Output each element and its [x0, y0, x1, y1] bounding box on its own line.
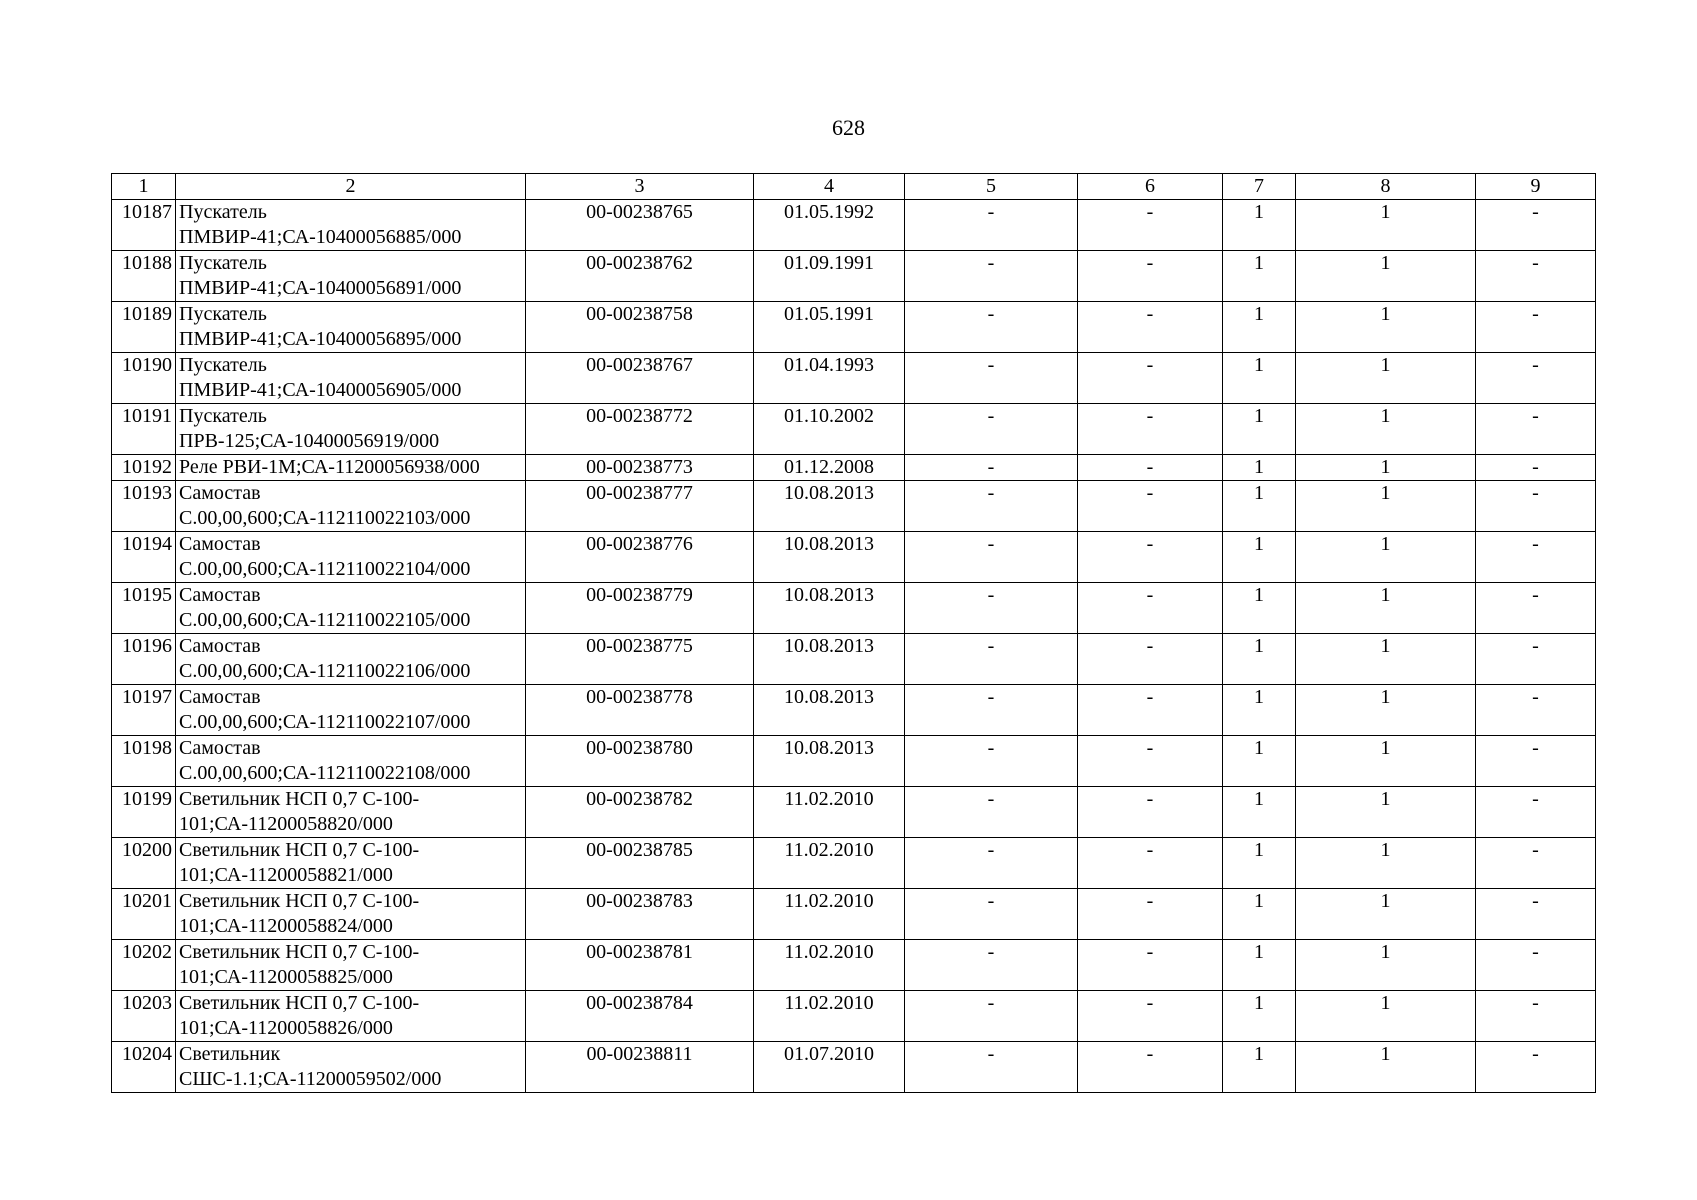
- inventory-code: 00-00238780: [526, 736, 754, 787]
- item-date: 11.02.2010: [754, 991, 905, 1042]
- cell-col9: -: [1476, 583, 1596, 634]
- row-number: 10200: [112, 838, 176, 889]
- row-number: 10197: [112, 685, 176, 736]
- inventory-code: 00-00238773: [526, 455, 754, 481]
- inventory-code: 00-00238767: [526, 353, 754, 404]
- cell-col8: 1: [1296, 991, 1476, 1042]
- cell-col7: 1: [1223, 353, 1296, 404]
- inventory-code: 00-00238777: [526, 481, 754, 532]
- cell-col6: -: [1078, 634, 1223, 685]
- cell-col8: 1: [1296, 685, 1476, 736]
- item-date: 01.05.1992: [754, 200, 905, 251]
- inventory-code: 00-00238765: [526, 200, 754, 251]
- cell-col5: -: [905, 404, 1078, 455]
- item-name: Самостав С.00,00,600;СА-112110022105/000: [176, 583, 526, 634]
- item-name: Пускатель ПМВИР-41;СА-10400056905/000: [176, 353, 526, 404]
- table-row: [112, 583, 1596, 634]
- cell-col6: -: [1078, 889, 1223, 940]
- cell-col6: -: [1078, 251, 1223, 302]
- cell-col9: -: [1476, 838, 1596, 889]
- cell-col6: -: [1078, 532, 1223, 583]
- cell-col5: -: [905, 583, 1078, 634]
- cell-col7: 1: [1223, 481, 1296, 532]
- cell-col6: -: [1078, 404, 1223, 455]
- table-row: [112, 685, 1596, 736]
- table-row: [112, 455, 1596, 481]
- column-header: 2: [176, 174, 526, 200]
- cell-col5: -: [905, 251, 1078, 302]
- cell-col9: -: [1476, 200, 1596, 251]
- cell-col8: 1: [1296, 251, 1476, 302]
- inventory-code: 00-00238784: [526, 991, 754, 1042]
- table-row: [112, 991, 1596, 1042]
- item-name: Пускатель ПМВИР-41;СА-10400056895/000: [176, 302, 526, 353]
- cell-col8: 1: [1296, 1042, 1476, 1093]
- cell-col9: -: [1476, 940, 1596, 991]
- cell-col5: -: [905, 455, 1078, 481]
- table-row: [112, 251, 1596, 302]
- item-name: Светильник НСП 0,7 С-100-101;СА-11200058826/000: [176, 991, 526, 1042]
- cell-col6: -: [1078, 353, 1223, 404]
- item-date: 10.08.2013: [754, 685, 905, 736]
- row-number: 10195: [112, 583, 176, 634]
- cell-col8: 1: [1296, 889, 1476, 940]
- row-number: 10194: [112, 532, 176, 583]
- cell-col8: 1: [1296, 532, 1476, 583]
- table-row: [112, 838, 1596, 889]
- item-date: 01.12.2008: [754, 455, 905, 481]
- cell-col5: -: [905, 481, 1078, 532]
- cell-col6: -: [1078, 940, 1223, 991]
- cell-col7: 1: [1223, 532, 1296, 583]
- inventory-code: 00-00238779: [526, 583, 754, 634]
- cell-col5: -: [905, 532, 1078, 583]
- cell-col7: 1: [1223, 200, 1296, 251]
- item-name: Светильник СШС-1.1;СА-11200059502/000: [176, 1042, 526, 1093]
- row-number: 10193: [112, 481, 176, 532]
- cell-col6: -: [1078, 838, 1223, 889]
- page-number: 628: [832, 115, 865, 140]
- item-date: 11.02.2010: [754, 940, 905, 991]
- item-date: 10.08.2013: [754, 583, 905, 634]
- inventory-code: 00-00238785: [526, 838, 754, 889]
- cell-col7: 1: [1223, 787, 1296, 838]
- inventory-code: 00-00238776: [526, 532, 754, 583]
- cell-col5: -: [905, 889, 1078, 940]
- cell-col7: 1: [1223, 889, 1296, 940]
- row-number: 10192: [112, 455, 176, 481]
- column-header: 9: [1476, 174, 1596, 200]
- cell-col6: -: [1078, 1042, 1223, 1093]
- column-header: 7: [1223, 174, 1296, 200]
- cell-col5: -: [905, 353, 1078, 404]
- inventory-code: 00-00238783: [526, 889, 754, 940]
- item-name: Самостав С.00,00,600;СА-112110022104/000: [176, 532, 526, 583]
- cell-col8: 1: [1296, 634, 1476, 685]
- cell-col9: -: [1476, 1042, 1596, 1093]
- item-name: Реле РВИ-1М;СА-11200056938/000: [176, 455, 526, 481]
- cell-col7: 1: [1223, 634, 1296, 685]
- header-row: [112, 174, 1596, 200]
- row-number: 10190: [112, 353, 176, 404]
- table-row: [112, 787, 1596, 838]
- row-number: 10188: [112, 251, 176, 302]
- item-name: Пускатель ПМВИР-41;СА-10400056891/000: [176, 251, 526, 302]
- cell-col9: -: [1476, 787, 1596, 838]
- cell-col8: 1: [1296, 583, 1476, 634]
- item-name: Светильник НСП 0,7 С-100-101;СА-11200058821/000: [176, 838, 526, 889]
- cell-col9: -: [1476, 302, 1596, 353]
- cell-col9: -: [1476, 634, 1596, 685]
- cell-col9: -: [1476, 685, 1596, 736]
- column-header: 1: [112, 174, 176, 200]
- cell-col7: 1: [1223, 685, 1296, 736]
- inventory-code: 00-00238778: [526, 685, 754, 736]
- cell-col5: -: [905, 200, 1078, 251]
- column-header: 6: [1078, 174, 1223, 200]
- cell-col7: 1: [1223, 838, 1296, 889]
- row-number: 10198: [112, 736, 176, 787]
- inventory-code: 00-00238811: [526, 1042, 754, 1093]
- row-number: 10201: [112, 889, 176, 940]
- cell-col6: -: [1078, 455, 1223, 481]
- cell-col6: -: [1078, 481, 1223, 532]
- cell-col8: 1: [1296, 736, 1476, 787]
- cell-col5: -: [905, 1042, 1078, 1093]
- cell-col9: -: [1476, 404, 1596, 455]
- cell-col8: 1: [1296, 940, 1476, 991]
- item-date: 10.08.2013: [754, 532, 905, 583]
- cell-col9: -: [1476, 736, 1596, 787]
- inventory-code: 00-00238758: [526, 302, 754, 353]
- inventory-code: 00-00238772: [526, 404, 754, 455]
- table-row: [112, 404, 1596, 455]
- cell-col8: 1: [1296, 787, 1476, 838]
- item-name: Пускатель ПРВ-125;СА-10400056919/000: [176, 404, 526, 455]
- cell-col9: -: [1476, 353, 1596, 404]
- inventory-table: [111, 173, 1596, 1093]
- cell-col5: -: [905, 991, 1078, 1042]
- table-row: [112, 940, 1596, 991]
- cell-col5: -: [905, 685, 1078, 736]
- cell-col8: 1: [1296, 455, 1476, 481]
- cell-col5: -: [905, 838, 1078, 889]
- item-name: Самостав С.00,00,600;СА-112110022103/000: [176, 481, 526, 532]
- cell-col7: 1: [1223, 455, 1296, 481]
- table-row: [112, 889, 1596, 940]
- item-date: 01.05.1991: [754, 302, 905, 353]
- cell-col7: 1: [1223, 991, 1296, 1042]
- cell-col7: 1: [1223, 302, 1296, 353]
- row-number: 10202: [112, 940, 176, 991]
- inventory-code: 00-00238775: [526, 634, 754, 685]
- cell-col6: -: [1078, 736, 1223, 787]
- cell-col5: -: [905, 302, 1078, 353]
- item-date: 01.10.2002: [754, 404, 905, 455]
- column-header: 4: [754, 174, 905, 200]
- inventory-code: 00-00238782: [526, 787, 754, 838]
- table-row: [112, 736, 1596, 787]
- cell-col8: 1: [1296, 404, 1476, 455]
- cell-col8: 1: [1296, 481, 1476, 532]
- cell-col8: 1: [1296, 353, 1476, 404]
- cell-col7: 1: [1223, 404, 1296, 455]
- row-number: 10191: [112, 404, 176, 455]
- row-number: 10199: [112, 787, 176, 838]
- cell-col8: 1: [1296, 302, 1476, 353]
- cell-col8: 1: [1296, 200, 1476, 251]
- item-name: Светильник НСП 0,7 С-100-101;СА-11200058824/000: [176, 889, 526, 940]
- cell-col8: 1: [1296, 838, 1476, 889]
- item-date: 10.08.2013: [754, 481, 905, 532]
- table-row: [112, 353, 1596, 404]
- item-name: Самостав С.00,00,600;СА-112110022106/000: [176, 634, 526, 685]
- item-name: Светильник НСП 0,7 С-100-101;СА-11200058825/000: [176, 940, 526, 991]
- item-date: 11.02.2010: [754, 889, 905, 940]
- column-header: 5: [905, 174, 1078, 200]
- cell-col6: -: [1078, 302, 1223, 353]
- item-name: Самостав С.00,00,600;СА-112110022107/000: [176, 685, 526, 736]
- column-header: 3: [526, 174, 754, 200]
- cell-col6: -: [1078, 583, 1223, 634]
- cell-col9: -: [1476, 251, 1596, 302]
- cell-col7: 1: [1223, 583, 1296, 634]
- item-name: Самостав С.00,00,600;СА-112110022108/000: [176, 736, 526, 787]
- cell-col7: 1: [1223, 736, 1296, 787]
- table-row: [112, 481, 1596, 532]
- item-date: 01.04.1993: [754, 353, 905, 404]
- cell-col6: -: [1078, 685, 1223, 736]
- cell-col9: -: [1476, 991, 1596, 1042]
- table-row: [112, 634, 1596, 685]
- inventory-code: 00-00238781: [526, 940, 754, 991]
- cell-col6: -: [1078, 200, 1223, 251]
- row-number: 10187: [112, 200, 176, 251]
- cell-col7: 1: [1223, 940, 1296, 991]
- cell-col6: -: [1078, 991, 1223, 1042]
- item-date: 11.02.2010: [754, 838, 905, 889]
- cell-col9: -: [1476, 481, 1596, 532]
- table-row: [112, 200, 1596, 251]
- cell-col5: -: [905, 634, 1078, 685]
- cell-col9: -: [1476, 532, 1596, 583]
- cell-col5: -: [905, 787, 1078, 838]
- row-number: 10196: [112, 634, 176, 685]
- cell-col6: -: [1078, 787, 1223, 838]
- item-date: 01.09.1991: [754, 251, 905, 302]
- cell-col9: -: [1476, 455, 1596, 481]
- item-date: 10.08.2013: [754, 634, 905, 685]
- item-date: 10.08.2013: [754, 736, 905, 787]
- row-number: 10203: [112, 991, 176, 1042]
- cell-col7: 1: [1223, 251, 1296, 302]
- table-row: [112, 302, 1596, 353]
- item-name: Светильник НСП 0,7 С-100-101;СА-11200058820/000: [176, 787, 526, 838]
- row-number: 10189: [112, 302, 176, 353]
- row-number: 10204: [112, 1042, 176, 1093]
- cell-col9: -: [1476, 889, 1596, 940]
- item-date: 01.07.2010: [754, 1042, 905, 1093]
- column-header: 8: [1296, 174, 1476, 200]
- item-name: Пускатель ПМВИР-41;СА-10400056885/000: [176, 200, 526, 251]
- cell-col5: -: [905, 940, 1078, 991]
- cell-col5: -: [905, 736, 1078, 787]
- cell-col7: 1: [1223, 1042, 1296, 1093]
- inventory-code: 00-00238762: [526, 251, 754, 302]
- table-row: [112, 532, 1596, 583]
- item-date: 11.02.2010: [754, 787, 905, 838]
- table-row: [112, 1042, 1596, 1093]
